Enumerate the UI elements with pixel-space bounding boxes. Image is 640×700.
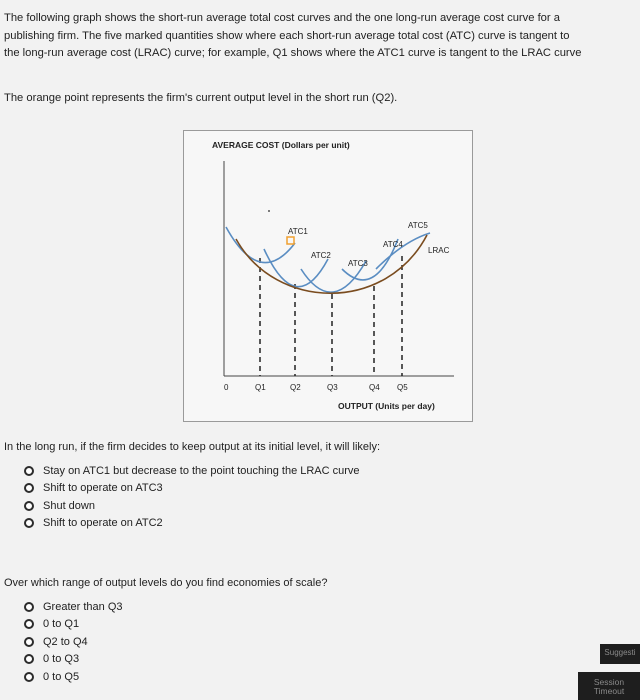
q1-label: Q1 (255, 383, 266, 392)
radio-button[interactable] (24, 619, 34, 629)
q1-option-3-label: Shut down (43, 499, 95, 512)
q2-option-3[interactable] (24, 633, 327, 651)
q2-option-3-label: Q2 to Q4 (43, 635, 88, 648)
q3-label: Q3 (327, 383, 338, 392)
q1-option-3[interactable] (24, 497, 380, 515)
q2-label: Q2 (290, 383, 301, 392)
timeout-label: Timeout (593, 686, 625, 696)
atc3-label: ATC3 (348, 259, 368, 268)
atc5-curve (376, 233, 430, 269)
atc1-curve (226, 227, 295, 263)
intro-line-1: The following graph shows the short-run average total cost curves and the one long-run average cost curve for a (4, 12, 560, 24)
lrac-label: LRAC (428, 246, 450, 255)
radio-button[interactable] (24, 637, 34, 647)
question-1 (4, 441, 380, 532)
q2-option-4[interactable] (24, 651, 327, 669)
q2-option-1-label: Greater than Q3 (43, 600, 123, 613)
q2-option-2-label: 0 to Q1 (43, 618, 80, 631)
q2-option-5[interactable] (24, 668, 327, 686)
atc2-label: ATC2 (311, 251, 331, 260)
radio-button[interactable] (24, 501, 34, 511)
radio-button[interactable] (24, 518, 34, 528)
cost-curves-svg (184, 131, 472, 421)
cost-curve-graph (183, 130, 473, 422)
radio-button[interactable] (24, 672, 34, 682)
suggestion-tab[interactable]: Suggesti (600, 644, 640, 664)
orange-point-note: The orange point represents the firm's current output level in the short run (Q2). (4, 92, 398, 104)
q2-option-4-label: 0 to Q3 (43, 653, 80, 666)
radio-button[interactable] (24, 483, 34, 493)
intro-text (4, 10, 638, 63)
question-2 (4, 577, 327, 686)
intro-line-3: the long-run average cost (LRAC) curve; for example, Q1 shows where the ATC1 curve is tangent to the LRAC curve (4, 47, 582, 59)
atc5-label: ATC5 (408, 221, 428, 230)
y-axis-label: AVERAGE COST (Dollars per unit) (212, 140, 350, 150)
atc1-label: ATC1 (288, 227, 308, 236)
orange-point[interactable] (287, 237, 294, 244)
question-2-text: Over which range of output levels do you find economies of scale? (4, 577, 328, 589)
x-axis-label: OUTPUT (Units per day) (338, 401, 435, 411)
q1-option-2[interactable] (24, 480, 380, 498)
session-label: Session (593, 677, 625, 687)
radio-button[interactable] (24, 602, 34, 612)
q2-option-2[interactable] (24, 616, 327, 634)
radio-button[interactable] (24, 466, 34, 476)
q4-label: Q4 (369, 383, 380, 392)
origin-label: 0 (224, 383, 229, 392)
q2-option-1[interactable] (24, 598, 327, 616)
atc4-label: ATC4 (383, 240, 403, 249)
q1-option-2-label: Shift to operate on ATC3 (43, 482, 163, 495)
q1-option-1-label: Stay on ATC1 but decrease to the point touching the LRAC curve (43, 464, 360, 477)
q5-label: Q5 (397, 383, 408, 392)
question-1-text: In the long run, if the firm decides to keep output at its initial level, it will likely: (4, 441, 381, 453)
q1-option-4[interactable] (24, 515, 380, 533)
q2-option-5-label: 0 to Q5 (43, 670, 80, 683)
radio-button[interactable] (24, 654, 34, 664)
q1-option-1[interactable] (24, 462, 380, 480)
intro-line-2: publishing firm. The five marked quantities show where each short-run average total cost (ATC) curve is tangent to (4, 29, 570, 42)
q1-option-4-label: Shift to operate on ATC2 (43, 517, 163, 530)
stray-dot (268, 210, 270, 212)
session-timeout-tab[interactable] (578, 672, 640, 700)
